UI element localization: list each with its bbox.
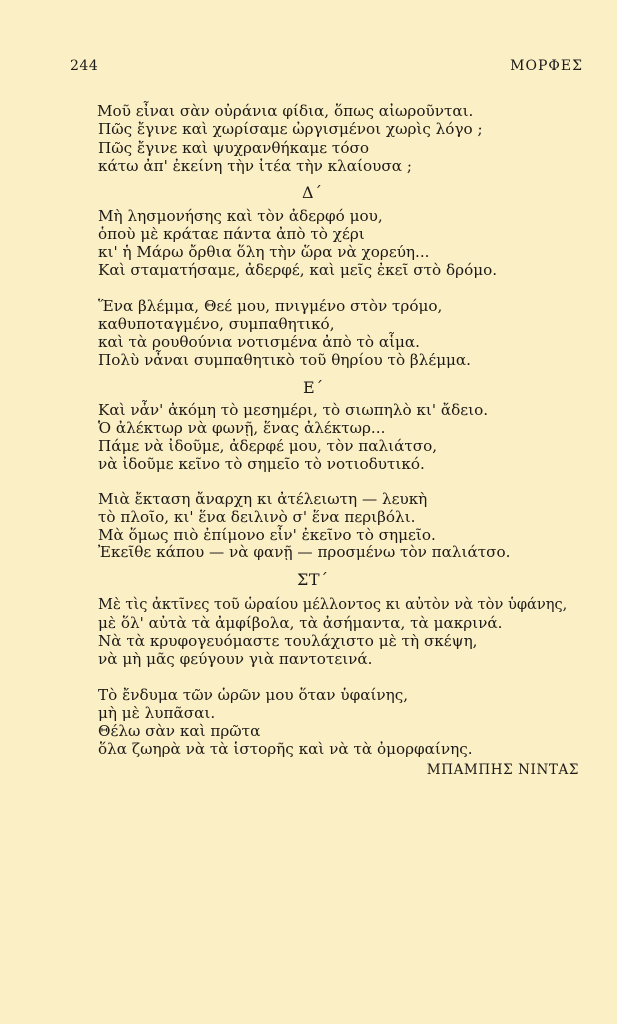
poem-line: Καὶ νἆν' ἀκόμη τὸ μεσημέρι, τὸ σιωπηλὸ κι' ἄδειο. (98, 401, 489, 419)
poem-line: μὲ ὅλ' αὐτὰ τὰ ἀμφίβολα, τὰ ἀσήμαντα, τὰ μακρινά. (98, 614, 503, 632)
poem-line: Ἕνα βλέμμα, Θεέ μου, πνιγμένο στὸν τρόμο, (98, 297, 443, 315)
poem-line: Μὰ ὅμως πιὸ ἐπίμονο εἶν' ἐκεῖνο τὸ σημεῖο. (98, 526, 436, 544)
poem-line: Μὲ τὶς ἀκτῖνες τοῦ ὡραίου μέλλοντος κι αὐτὸν νὰ τὸν ὑφάνης, (98, 596, 568, 613)
poem-line: νὰ ἰδοῦμε κεῖνο τὸ σημεῖο τὸ νοτιοδυτικό. (98, 455, 425, 473)
poem-line: Θέλω σὰν καὶ πρῶτα (98, 722, 261, 740)
section-heading: Ε΄ (303, 378, 324, 397)
poem-line: νὰ μὴ μᾶς φεύγουν γιὰ παντοτεινά. (98, 650, 373, 668)
poem-line: Ἐκεῖθε κάπου — νὰ φανῇ — προσμένω τὸν παλιάτσο. (98, 543, 511, 561)
poem-line: Πῶς ἔγινε καὶ χωρίσαμε ὠργισμένοι χωρὶς λόγο ; (98, 120, 483, 138)
author-signature: ΜΠΑΜΠΗΣ ΝΙΝΤΑΣ (426, 762, 579, 778)
journal-title: ΜΟΡΦΕΣ (510, 58, 583, 74)
poem-line: Πολὺ νἆναι συμπαθητικὸ τοῦ θηρίου τὸ βλέμμα. (98, 351, 472, 369)
page-header (0, 58, 617, 78)
poem-line: Ὁ ἀλέκτωρ νὰ φωνῇ, ἕνας ἀλέκτωρ... (98, 419, 386, 437)
poem-line: Καὶ σταματήσαμε, ἀδερφέ, καὶ μεῖς ἐκεῖ στὸ δρόμο. (98, 261, 498, 279)
section-heading: ΣΤ΄ (297, 570, 329, 589)
poem-line: ὁποὺ μὲ κράταε πάντα ἀπὸ τὸ χέρι (98, 225, 365, 243)
poem-line: Μιὰ ἔκταση ἄναρχη κι ἀτέλειωτη — λευκὴ (98, 490, 428, 508)
poem-line: καὶ τὰ ρουθούνια νοτισμένα ἀπὸ τὸ αἷμα. (98, 333, 421, 351)
poem-line: Μοῦ εἶναι σὰν οὐράνια φίδια, ὅπως αἰωροῦνται. (97, 102, 474, 120)
page-number: 244 (70, 58, 99, 74)
poem-line: Πάμε νὰ ἰδοῦμε, ἀδερφέ μου, τὸν παλιάτσο, (98, 437, 438, 455)
poem-line: κι' ἡ Μάρω ὄρθια ὅλη τὴν ὥρα νὰ χορεύη... (98, 243, 430, 261)
poem-line: Μὴ λησμονήσης καὶ τὸν ἀδερφό μου, (98, 207, 383, 225)
poem-line: μὴ μὲ λυπᾶσαι. (98, 704, 216, 722)
poem-line: Νὰ τὰ κρυφογευόμαστε τουλάχιστο μὲ τὴ σκέψη, (98, 632, 478, 650)
poem-line: ὅλα ζωηρὰ νὰ τὰ ἱστορῆς καὶ νὰ τὰ ὀμορφαίνης. (98, 740, 473, 758)
section-heading: Δ΄ (302, 183, 323, 202)
poem-line: Τὸ ἔνδυμα τῶν ὡρῶν μου ὅταν ὑφαίνης, (98, 686, 409, 704)
poem-line: Πῶς ἔγινε καὶ ψυχρανθήκαμε τόσο (98, 139, 369, 157)
poem-line: κάτω ἀπ' ἐκείνη τὴν ἰτέα τὴν κλαίουσα ; (98, 157, 412, 175)
poem-line: τὸ πλοῖο, κι' ἕνα δειλινὸ σ' ἕνα περιβόλι. (98, 508, 416, 526)
poem-line: καθυποταγμένο, συμπαθητικό, (98, 315, 335, 333)
